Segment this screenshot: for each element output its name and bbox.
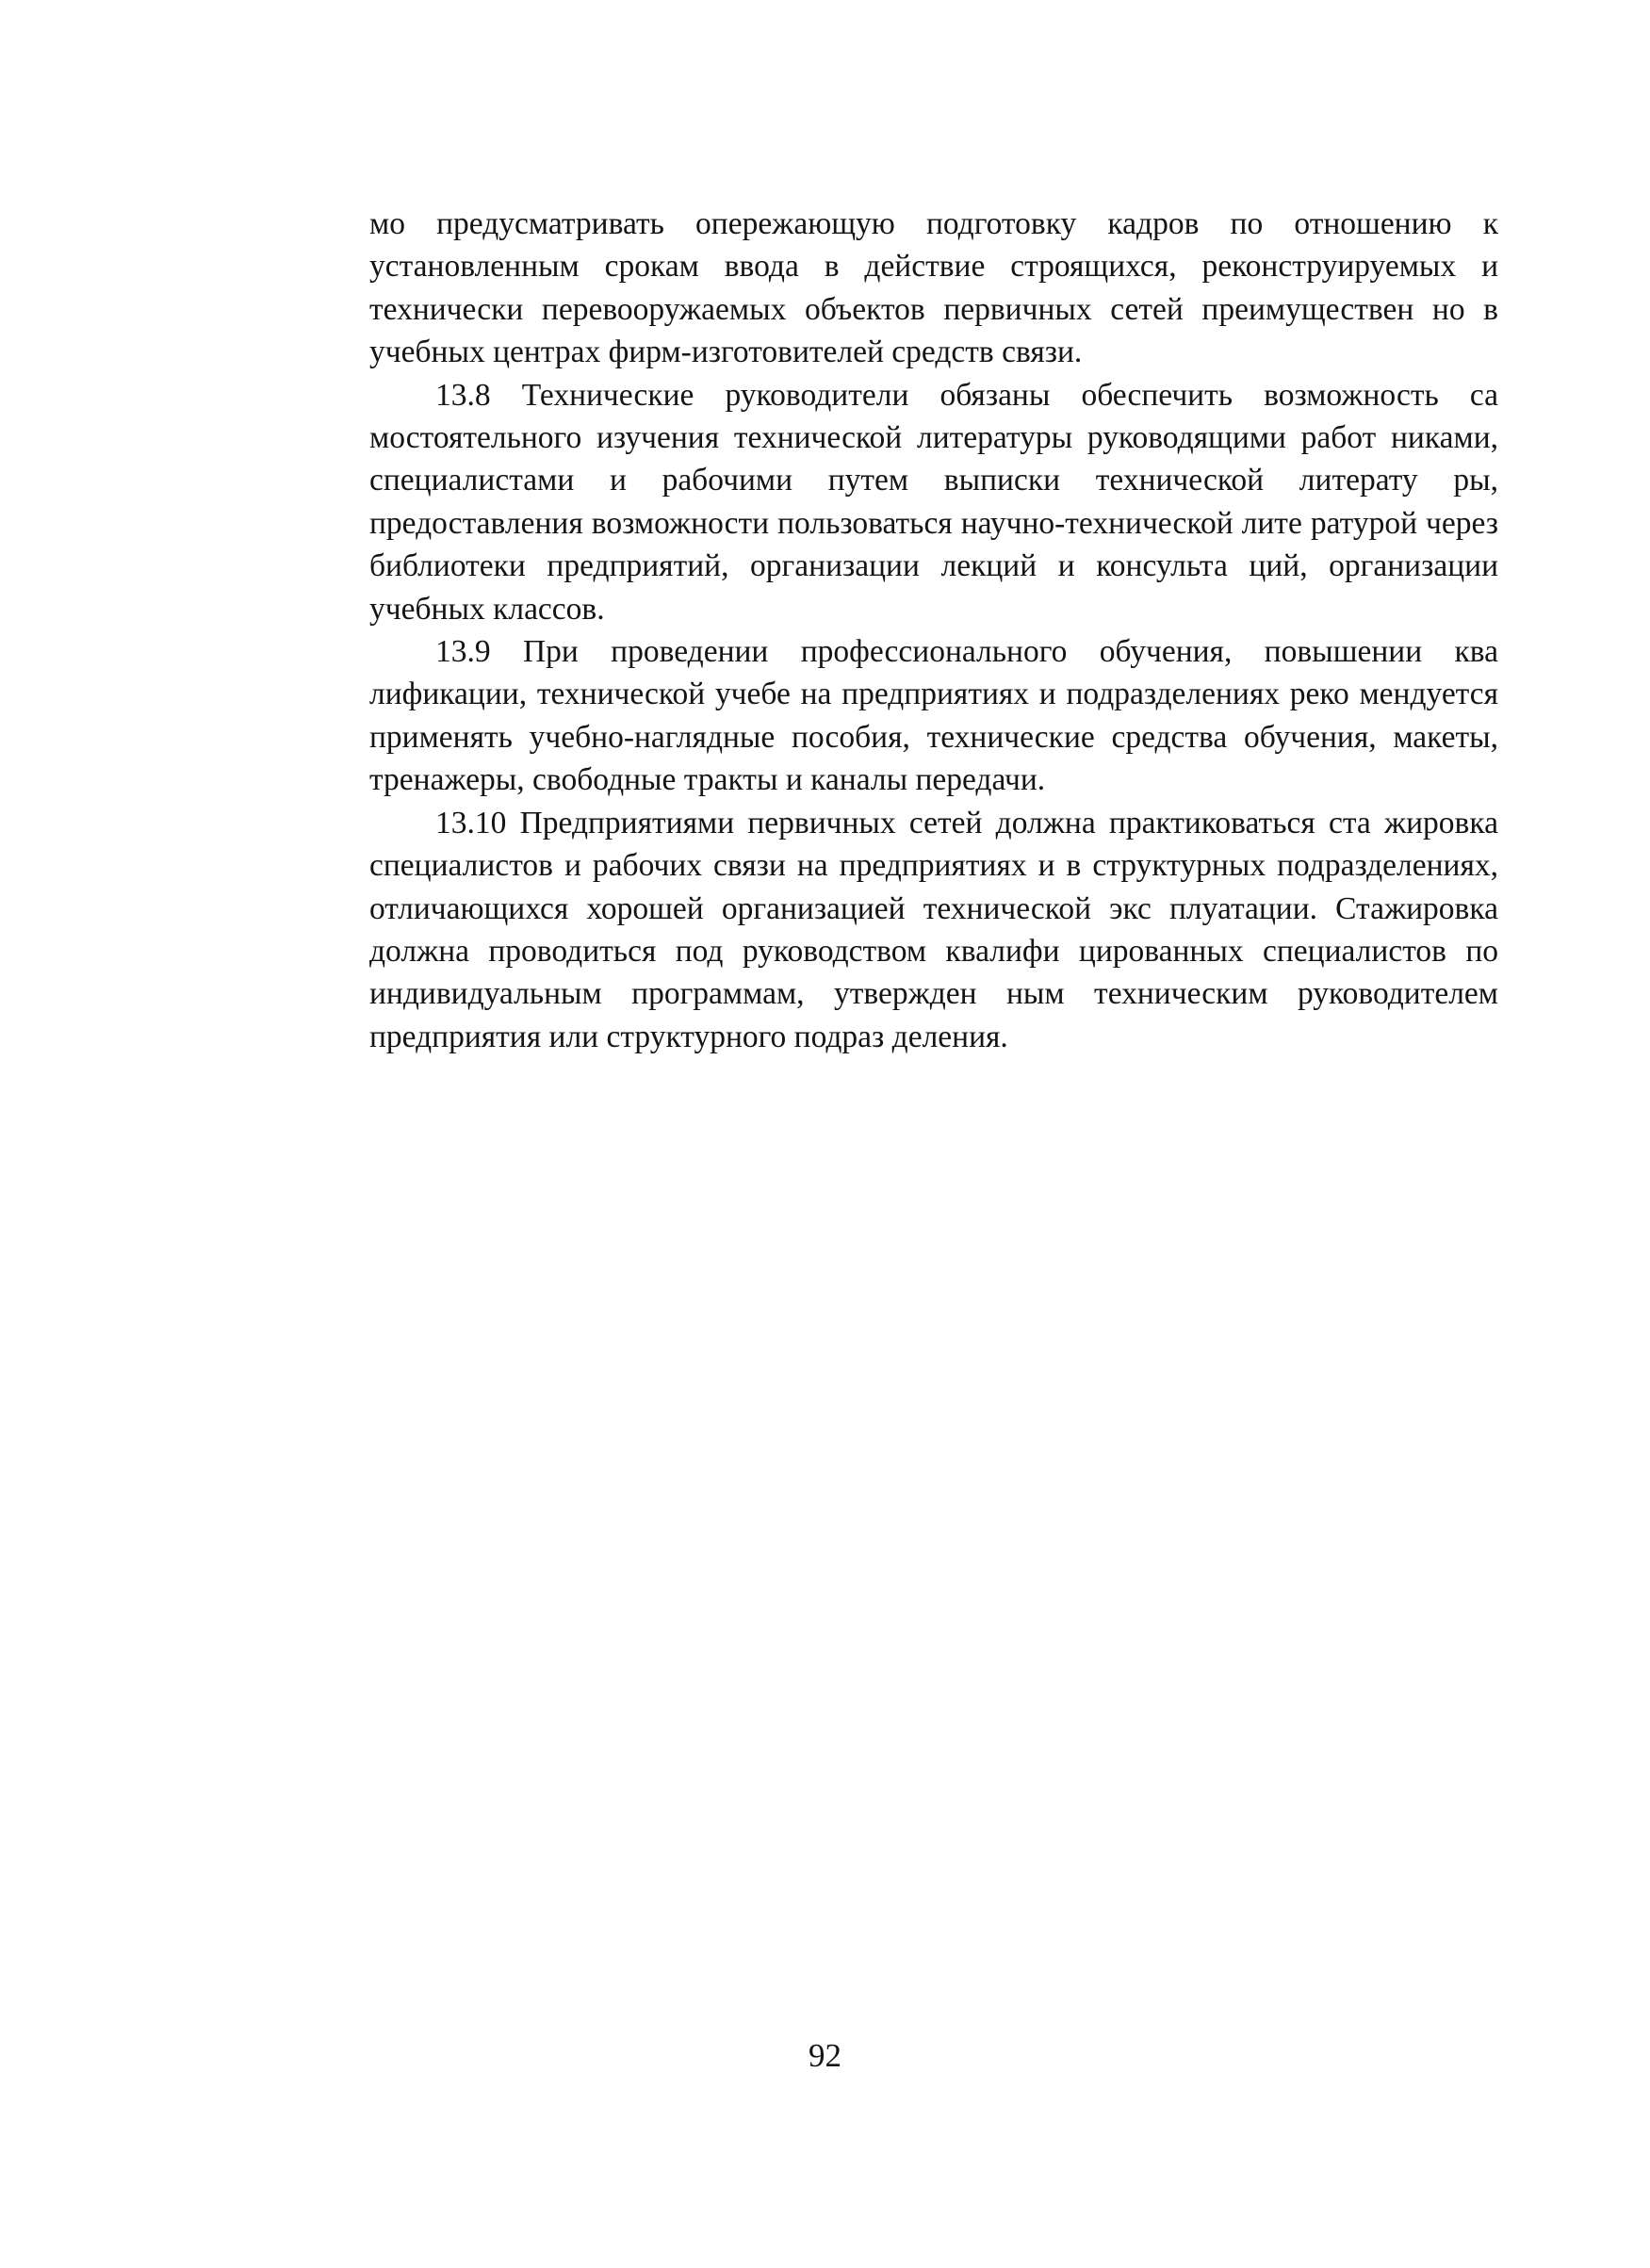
text-line: мо предусматривать опережающую подготовку кадров по отношению к (369, 206, 1498, 241)
paragraph-13-9 (369, 630, 1498, 802)
text-line: никами, специалистами и рабочими путем выписки технической литерату (369, 420, 1498, 498)
text-line: ры, предоставления возможности пользоваться научно-технической лите (369, 463, 1498, 541)
text-line: 13.9 При проведении профессионального обучения, повышении ква (435, 634, 1498, 670)
text-line: обучения, макеты, тренажеры, свободные тракты и каналы передачи. (369, 719, 1498, 798)
text-line: мендуется применять учебно-наглядные пособия, технические средства (369, 677, 1499, 755)
paragraph-13-8 (369, 374, 1498, 630)
text-line: ратурой через библиотеки предприятий, организации лекций и консульта (369, 505, 1499, 584)
text-line: плуатации. Стажировка должна проводиться под руководством квалифи (369, 890, 1498, 969)
paragraph-13-10 (369, 802, 1498, 1058)
page-number: 92 (809, 2037, 841, 2074)
text-line: установленным срокам ввода в действие строящихся, реконструируемых и (369, 249, 1498, 285)
text-line: мостоятельного изучения технической литературы руководящими работ (369, 420, 1377, 456)
text-line: ций, организации учебных классов. (369, 548, 1498, 627)
text-line: подразделениях, отличающихся хорошей организацией технической экс (369, 848, 1498, 926)
text-line: технически перевооружаемых объектов первичных сетей преимуществен (369, 291, 1414, 327)
text-line: лификации, технической учебе на предприятиях и подразделениях реко (369, 677, 1349, 712)
text-line: цированных специалистов по индивидуальным программам, утвержден (369, 933, 1499, 1012)
body-text (369, 203, 1498, 1058)
text-line: 13.8 Технические руководители обязаны обеспечить возможность са (435, 377, 1498, 413)
text-line: деления. (891, 1019, 1008, 1054)
paragraph-continuation (369, 203, 1498, 374)
text-line: но в учебных центрах фирм-изготовителей средств связи. (369, 291, 1498, 370)
text-line: 13.10 Предприятиями первичных сетей должна практиковаться ста (435, 805, 1371, 840)
text-line: ным техническим руководителем предприятия или структурного подраз (369, 976, 1498, 1054)
text-line: жировка специалистов и рабочих связи на предприятиях и в структурных (369, 805, 1498, 884)
